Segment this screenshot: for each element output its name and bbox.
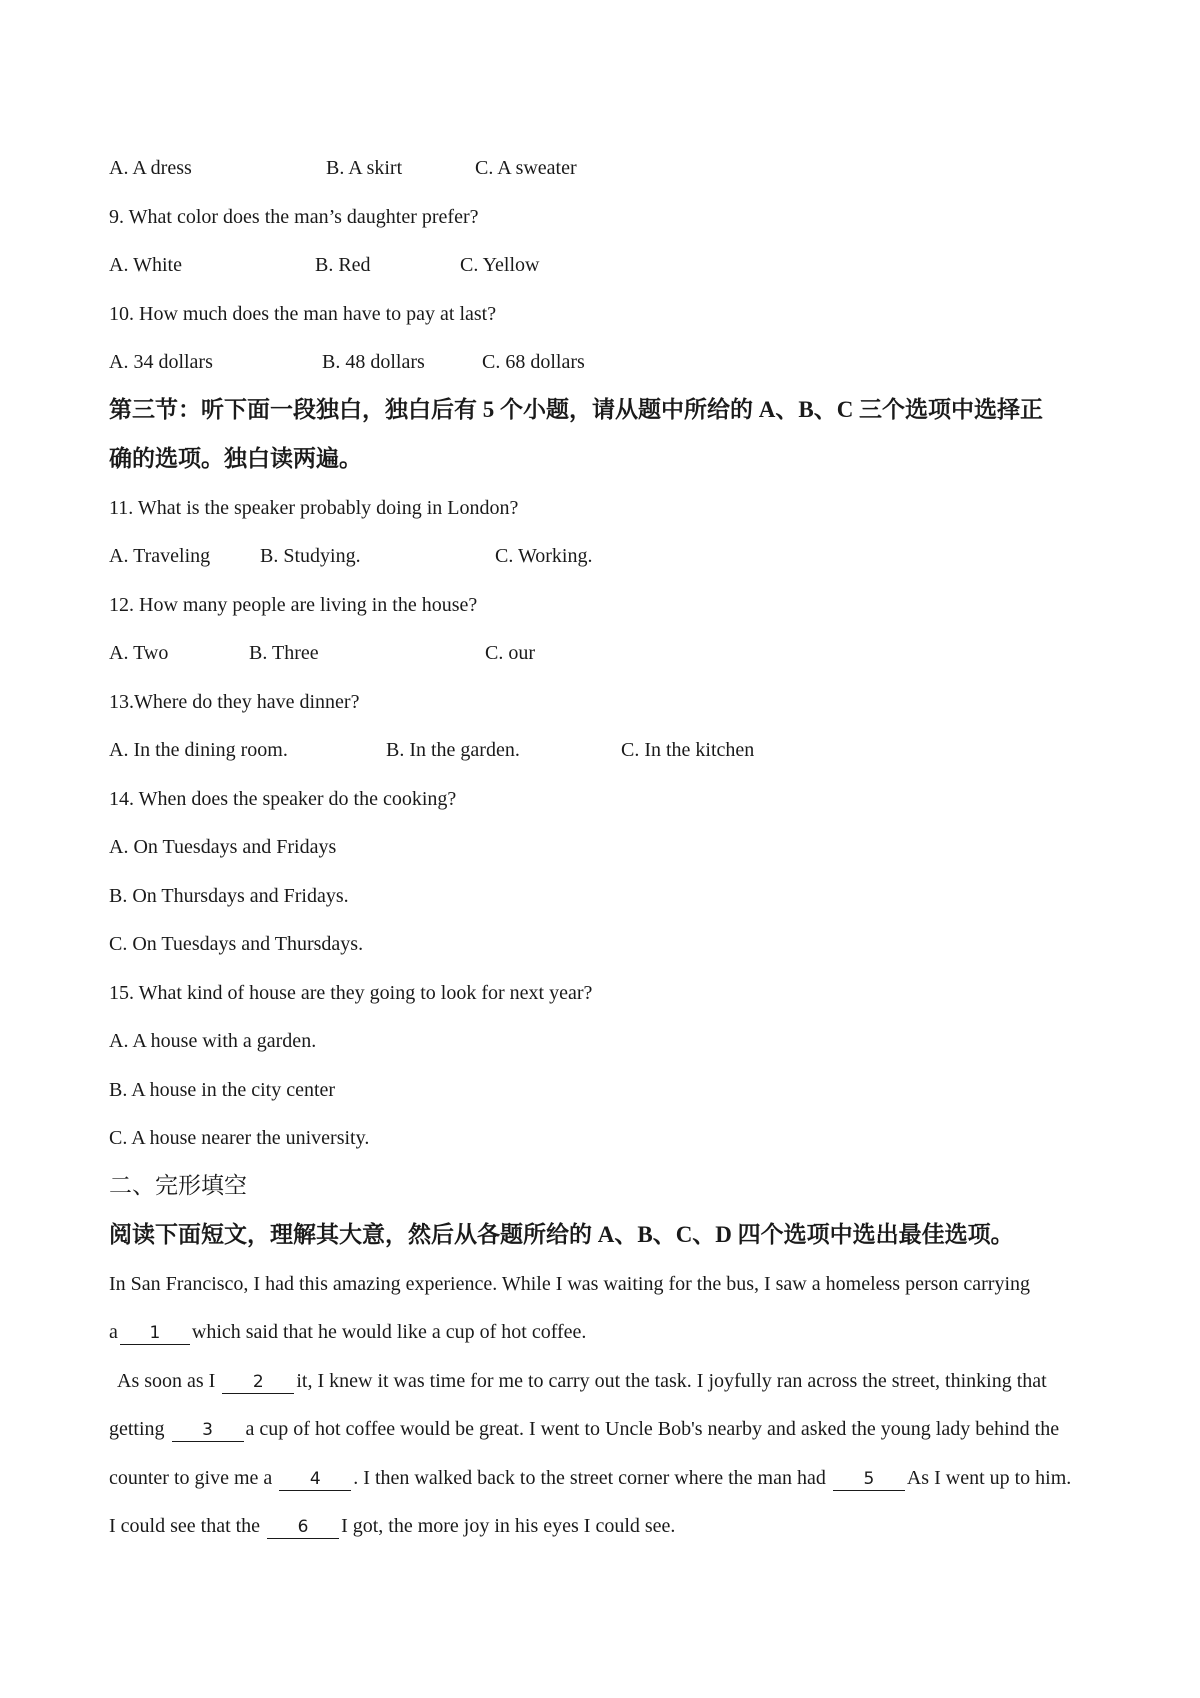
passage-line-6	[109, 1512, 675, 1540]
q8-option-c: C. A sweater	[475, 157, 577, 179]
passage-text: which said that he would like a cup of hot coffee.	[191, 1321, 587, 1343]
passage-text: I could see that the	[109, 1515, 261, 1537]
q15-option-b: B. A house in the city center	[109, 1079, 336, 1101]
passage-text: getting	[109, 1418, 165, 1440]
q8-option-a: A. A dress	[109, 157, 192, 179]
passage-text: counter to give me a	[109, 1467, 273, 1489]
section3-instruction-line2: 确的选项。独白读两遍。	[109, 446, 362, 471]
cloze-blank-3: 3	[172, 1419, 244, 1442]
passage-text: I got, the more joy in his eyes I could see.	[341, 1515, 676, 1537]
passage-text: it, I knew it was time for me to carry out the task. I joyfully ran across the street, thinking that	[296, 1370, 1047, 1392]
q11-option-b: B. Studying.	[260, 545, 361, 567]
q15-option-c: C. A house nearer the university.	[109, 1127, 370, 1149]
q14-option-c: C. On Tuesdays and Thursdays.	[109, 933, 364, 955]
q13-option-b: B. In the garden.	[386, 739, 520, 761]
q12-option-a: A. Two	[109, 642, 169, 664]
passage-text: . I then walked back to the street corner where the man had	[353, 1467, 826, 1489]
q13-question: 13.Where do they have dinner?	[109, 691, 360, 713]
q8-option-b: B. A skirt	[326, 157, 403, 179]
q11-option-c: C. Working.	[495, 545, 593, 567]
q14-question: 14. When does the speaker do the cooking?	[109, 788, 457, 810]
passage-line-1: In San Francisco, I had this amazing experience. While I was waiting for the bus, I saw a homeless person carrying	[109, 1273, 1031, 1295]
q13-option-c: C. In the kitchen	[621, 739, 755, 761]
q9-option-a: A. White	[109, 254, 182, 276]
passage-line-3	[117, 1367, 1047, 1395]
cloze-blank-6: 6	[267, 1516, 339, 1539]
q12-option-c: C. our	[485, 642, 535, 664]
q9-option-b: B. Red	[315, 254, 371, 276]
q14-option-a: A. On Tuesdays and Fridays	[109, 836, 337, 858]
q10-question: 10. How much does the man have to pay at last?	[109, 303, 497, 325]
q9-question: 9. What color does the man’s daughter prefer?	[109, 206, 479, 228]
passage-text: As soon as I	[117, 1370, 216, 1392]
passage-line-2	[109, 1318, 586, 1346]
q11-option-a: A. Traveling	[109, 545, 211, 567]
cloze-blank-4: 4	[279, 1468, 351, 1491]
passage-line-4	[109, 1415, 1059, 1443]
part2-title: 二、完形填空	[109, 1173, 247, 1198]
cloze-blank-2: 2	[222, 1371, 294, 1394]
cloze-blank-5: 5	[833, 1468, 905, 1491]
q10-option-b: B. 48 dollars	[322, 351, 425, 373]
part2-instruction: 阅读下面短文，理解其大意，然后从各题所给的 A、B、C、D 四个选项中选出最佳选项。	[109, 1222, 1014, 1247]
passage-line-5	[109, 1464, 1071, 1492]
passage-text: As I went up to him.	[906, 1467, 1072, 1489]
cloze-blank-1: 1	[120, 1322, 190, 1345]
q15-question: 15. What kind of house are they going to look for next year?	[109, 982, 593, 1004]
q12-question: 12. How many people are living in the house?	[109, 594, 478, 616]
passage-text: a cup of hot coffee would be great. I went to Uncle Bob's nearby and asked the young lady behind the	[245, 1418, 1060, 1440]
q9-option-c: C. Yellow	[460, 254, 540, 276]
q13-option-a: A. In the dining room.	[109, 739, 288, 761]
q14-option-b: B. On Thursdays and Fridays.	[109, 885, 349, 907]
q12-option-b: B. Three	[249, 642, 319, 664]
q10-option-c: C. 68 dollars	[482, 351, 585, 373]
q15-option-a: A. A house with a garden.	[109, 1030, 317, 1052]
q10-option-a: A. 34 dollars	[109, 351, 213, 373]
q11-question: 11. What is the speaker probably doing in London?	[109, 497, 519, 519]
passage-text: a	[109, 1321, 118, 1343]
section3-instruction-line1: 第三节：听下面一段独白，独白后有 5 个小题，请从题中所给的 A、B、C 三个选项中选择正	[109, 397, 1044, 422]
